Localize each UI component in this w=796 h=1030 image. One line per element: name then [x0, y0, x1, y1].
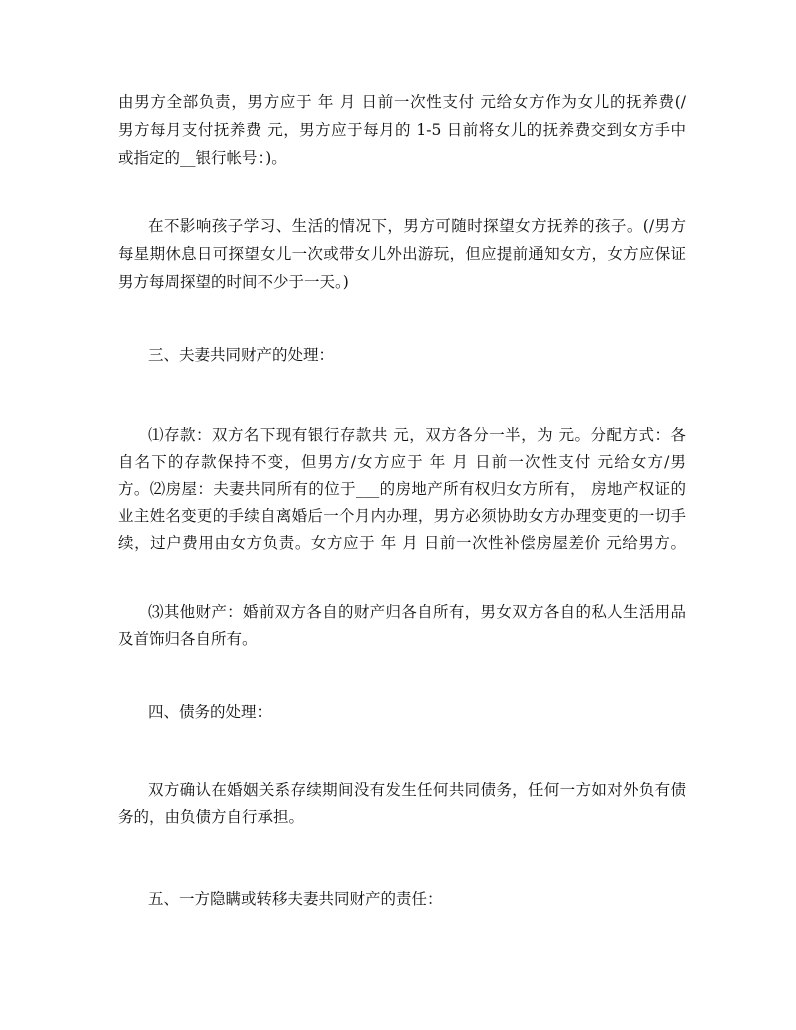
section-3-heading: 三、夫妻共同财产的处理：: [148, 346, 335, 364]
property-division-line-5: 续，过户费用由女方负责。女方应于 年 月 日前一次性补偿房屋差价 元给男方。: [118, 534, 686, 552]
property-division-line-3: 方。⑵房屋：夫妻共同所有的位于___的房地产所有权归女方所有， 房地产权证的: [118, 480, 686, 498]
visitation-line-1: 在不影响孩子学习、生活的情况下，男方可随时探望女方抚养的孩子。(/男方: [148, 217, 686, 235]
visitation-line-2: 每星期休息日可探望女儿一次或带女儿外出游玩，但应提前通知女方，女方应保证: [118, 245, 686, 263]
child-support-line-2: 男方每月支付抚养费 元，男方应于每月的 1-5 日前将女儿的抚养费交到女方手中: [118, 121, 686, 139]
property-division-line-2: 自名下的存款保持不变，但男方/女方应于 年 月 日前一次性支付 元给女方/男: [118, 453, 686, 471]
child-support-line-3: 或指定的__银行帐号：)。: [118, 149, 287, 167]
other-property-line-1: ⑶其他财产：婚前双方各自的财产归各自所有，男女双方各自的私人生活用品: [148, 603, 686, 621]
debt-line-2: 务的，由负债方自行承担。: [118, 808, 305, 826]
child-support-line-1: 由男方全部负责，男方应于 年 月 日前一次性支付 元给女方作为女儿的抚养费(/: [118, 93, 686, 111]
other-property-line-2: 及首饰归各自所有。: [118, 630, 258, 648]
section-5-heading: 五、一方隐瞒或转移夫妻共同财产的责任：: [148, 890, 443, 908]
section-4-heading: 四、债务的处理：: [148, 703, 273, 721]
debt-line-1: 双方确认在婚姻关系存续期间没有发生任何共同债务，任何一方如对外负有债: [148, 781, 686, 799]
property-division-line-1: ⑴存款：双方名下现有银行存款共 元，双方各分一半，为 元。分配方式：各: [148, 426, 686, 444]
visitation-line-3: 男方每周探望的时间不少于一天。): [118, 273, 349, 291]
property-division-line-4: 业主姓名变更的手续自离婚后一个月内办理，男方必须协助女方办理变更的一切手: [118, 507, 686, 525]
